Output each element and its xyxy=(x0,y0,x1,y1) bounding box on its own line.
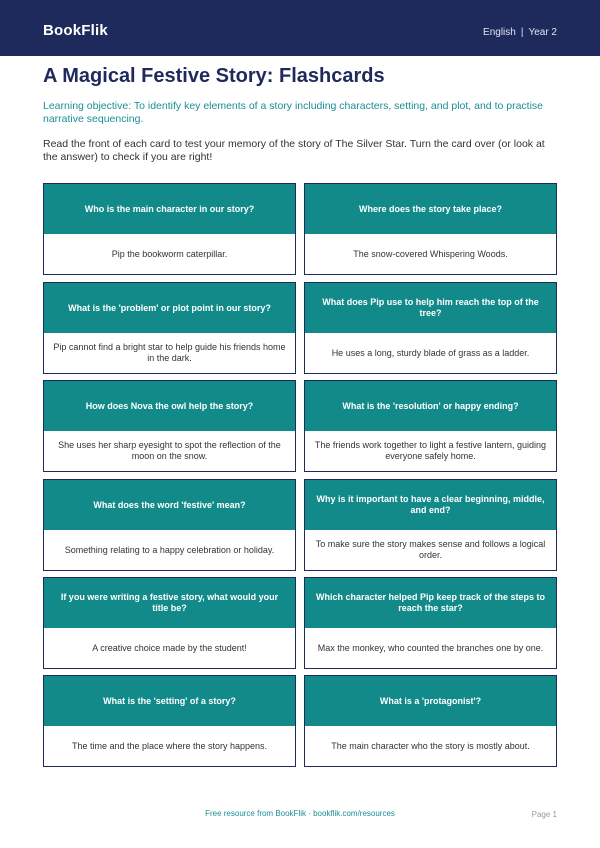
flashcard-question: What is a 'protagonist'? xyxy=(305,676,556,726)
flashcard-answer: Pip the bookworm caterpillar. xyxy=(44,234,295,274)
flashcard-answer: Something relating to a happy celebration or holiday. xyxy=(44,530,295,570)
flashcard[interactable] xyxy=(304,577,557,669)
flashcard-question: Who is the main character in our story? xyxy=(44,184,295,234)
brand-logo-text[interactable]: BookFlik xyxy=(43,22,108,39)
flashcard-answer: The snow-covered Whispering Woods. xyxy=(305,234,556,274)
flashcard-question: Why is it important to have a clear beginning, middle, and end? xyxy=(305,480,556,530)
year-label: Year 2 xyxy=(528,27,557,38)
flashcard[interactable] xyxy=(304,380,557,472)
flashcard-question: Where does the story take place? xyxy=(305,184,556,234)
flashcard[interactable] xyxy=(304,675,557,767)
flashcard-question: What is the 'setting' of a story? xyxy=(44,676,295,726)
flashcard[interactable] xyxy=(43,282,296,374)
meta-separator: | xyxy=(520,27,524,38)
flashcard-answer: A creative choice made by the student! xyxy=(44,628,295,668)
flashcard[interactable] xyxy=(43,675,296,767)
flashcard-question: What does Pip use to help him reach the top of the tree? xyxy=(305,283,556,333)
flashcard-question: What is the 'resolution' or happy ending? xyxy=(305,381,556,431)
top-header-bar xyxy=(0,0,600,56)
flashcard[interactable] xyxy=(43,577,296,669)
flashcard-answer: Max the monkey, who counted the branches one by one. xyxy=(305,628,556,668)
flashcard-question: How does Nova the owl help the story? xyxy=(44,381,295,431)
flashcard[interactable] xyxy=(304,479,557,571)
flashcard-answer: The time and the place where the story happens. xyxy=(44,726,295,766)
flashcard-answer: He uses a long, sturdy blade of grass as a ladder. xyxy=(305,333,556,373)
flashcard[interactable] xyxy=(43,183,296,275)
flashcard[interactable] xyxy=(43,380,296,472)
footer-credit[interactable]: Free resource from BookFlik · bookflik.com/resources xyxy=(205,809,395,818)
flashcard-answer: The main character who the story is mostly about. xyxy=(305,726,556,766)
flashcard[interactable] xyxy=(304,282,557,374)
flashcard-question: If you were writing a festive story, what would your title be? xyxy=(44,578,295,628)
flashcard-answer: The friends work together to light a festive lantern, guiding everyone safely home. xyxy=(305,431,556,471)
flashcard-question: What is the 'problem' or plot point in our story? xyxy=(44,283,295,333)
flashcard-answer: Pip cannot find a bright star to help guide his friends home in the dark. xyxy=(44,333,295,373)
subject-year-meta xyxy=(483,27,557,38)
page-number: Page 1 xyxy=(531,810,557,819)
flashcard[interactable] xyxy=(43,479,296,571)
subject-label: English xyxy=(483,27,516,38)
flashcard-answer: To make sure the story makes sense and follows a logical order. xyxy=(305,530,556,570)
flashcard-question: Which character helped Pip keep track of the steps to reach the star? xyxy=(305,578,556,628)
learning-objective: Learning objective: To identify key elements of a story including characters, setting, and plot, and to practise narrative sequencing. xyxy=(43,100,544,125)
page-title: A Magical Festive Story: Flashcards xyxy=(43,65,385,87)
intro-instructions: Read the front of each card to test your memory of the story of The Silver Star. Turn the card over (or look at the answer) to check if you are right! xyxy=(43,138,545,163)
flashcard[interactable] xyxy=(304,183,557,275)
flashcard-question: What does the word 'festive' mean? xyxy=(44,480,295,530)
flashcard-answer: She uses her sharp eyesight to spot the reflection of the moon on the snow. xyxy=(44,431,295,471)
